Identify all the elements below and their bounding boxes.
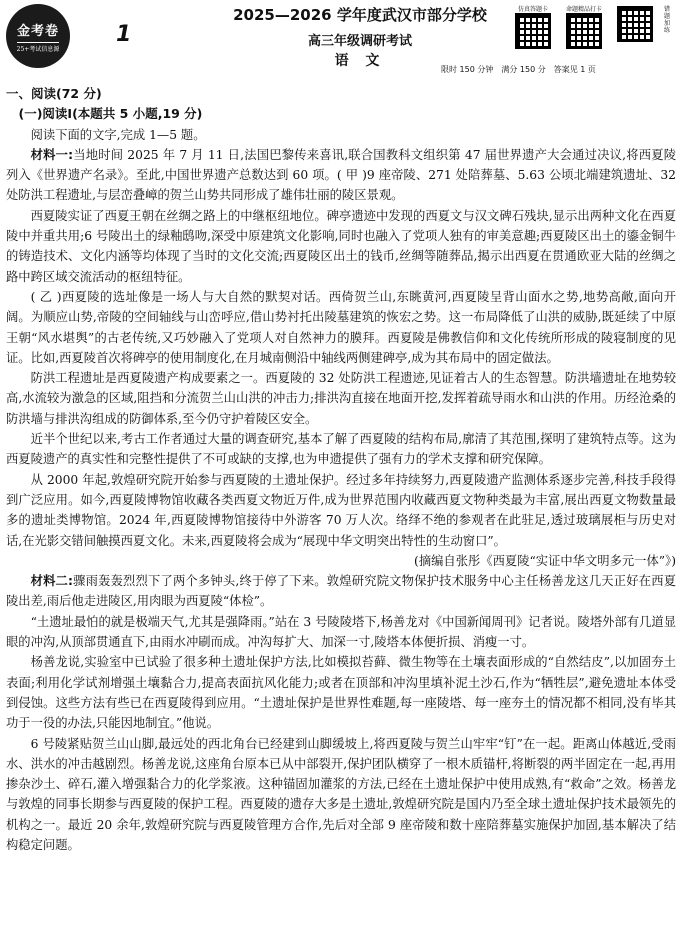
material-2-label: 材料二: (30, 574, 73, 589)
qr-label: 仿真答题卡 (517, 6, 548, 13)
qr-code-icon (617, 6, 653, 42)
qr-label: 错题加练 (663, 6, 670, 34)
full-score: 满分 150 分 (501, 65, 546, 74)
qr-code-answer-sheet[interactable] (508, 6, 558, 52)
exam-title: 2025—2026 学年度武汉市部分学校 (233, 6, 487, 24)
material-1-paragraph: ( 乙 )西夏陵的选址像是一场人与大自然的默契对话。西倚贺兰山,东眺黄河,西夏陵呈背山面水之势,地势高敞,面向开阔。为顺应山势,帝陵的空间轴线与山峦呼应,借山势衬托出陵墓建筑的恢宏之势。这一布局降低了山洪的威胁,既延续了中原王朝“风水堪舆”的古老传统,又巧妙融入了党项人对自然神力的膜拜。西夏陵是佛教信仰和文化传统所形成的陵寝制度的见证。比如,西夏陵首次将碑亭的使用制度化,在月城南侧沿中轴线两侧建碑亭,成为其布局中的固定做法。 (6, 289, 676, 365)
paragraph-text: 当地时间 2025 年 7 月 11 日,法国巴黎传来喜讯,联合国教科文组织第 47 届世界遗产大会通过决议,将西夏陵列入《世界遗产名录》。至此,中国世界遗产总数达到 60 项。( 甲 )9 座帝陵、271 处陪葬墓、5.63 公顷北端建筑遗址、32 处防洪工程遗址,与层峦叠嶂的贺兰山势共同形成了雄伟壮丽的陵区景观。 (6, 147, 676, 203)
material-2-paragraph (6, 571, 676, 612)
qr-label: 命题精品打卡 (565, 6, 602, 13)
exam-header (0, 0, 683, 76)
instruction: 阅读下面的文字,完成 1—5 题。 (30, 127, 206, 142)
page-number: 1 (116, 22, 132, 47)
exam-name: 高三年级调研考试 (307, 34, 412, 49)
material-2-paragraph: 杨善龙说,实验室中已试验了很多种土遗址保护方法,比如模拟苔藓、微生物等在土壤表面形成的“自然结皮”,以加固夯土表面;利用化学试剂增强土壤黏合力,提高表面抗风化能力;或者在顶部和冲沟里填补泥土沙石,作为“牺牲层”,避免遗址本体受到侵蚀。这些方法有些已在西夏陵得到应用。“土遗址保护是世界性难题,每一座陵塔、每一座夯土的情况都不相同,没有毕其功于一役的办法,只能因地制宜。”他说。 (6, 655, 676, 731)
exam-content (6, 84, 676, 855)
exam-meta (441, 64, 671, 75)
qr-code-icon (515, 13, 551, 49)
material-1-paragraph (6, 145, 676, 206)
material-1-source: (摘编自张彤《西夏陵“实证中华文明多元一体”》) (414, 553, 676, 568)
subsection-heading: (一)阅读Ⅰ(本题共 5 小题,19 分) (18, 106, 203, 122)
qr-code-icon (566, 13, 602, 49)
publisher-logo (6, 4, 70, 68)
answer-note: 答案见 1 页 (553, 65, 596, 74)
qr-code-checkin[interactable] (559, 6, 609, 52)
material-1-label: 材料一: (30, 147, 74, 162)
material-1-paragraph: 防洪工程遗址是西夏陵遗产构成要素之一。西夏陵的 32 处防洪工程遗迹,见证着古人的生态智慧。防洪墙遗址在地势较高,水流较为激急的区域,阻挡和分流贺兰山山洪的冲击力;排洪沟直接在地面开挖,发挥着疏导雨水和山洪的作用。历经沧桑的防洪墙与排洪沟组成的防御体系,至今仍守护着陵区安全。 (6, 371, 676, 426)
time-limit: 限时 150 分钟 (441, 65, 494, 74)
material-1-paragraph: 近半个世纪以来,考古工作者通过大量的调查研究,基本了解了西夏陵的结构布局,廓清了其范围,探明了建筑特点等。这为西夏陵遗产的真实性和完整性提供了不可或缺的支撑,也为申遗提供了强有力的学术支撑和研究保障。 (6, 432, 676, 467)
logo-brand: 金考卷 (16, 23, 59, 39)
qr-code-practice[interactable] (610, 6, 670, 52)
subject-name: 语 文 (334, 53, 386, 69)
material-1-paragraph: 从 2000 年起,敦煌研究院开始参与西夏陵的土遗址保护。经过多年持续努力,西夏陵遗产监测体系逐步完善,科技手段得到广泛应用。如今,西夏陵博物馆收藏各类西夏文物近万件,成为世界范围内收藏西夏文物种类最为丰富,展出西夏文物数量最多的遗址类博物馆。2024 年,西夏陵博物馆接待中外游客 70 万人次。络绎不绝的参观者在此驻足,透过玻璃展柜与历史对话,在光影交错间触摸西夏文化。未来,西夏陵将会成为“展现中华文明突出特性的生动窗口”。 (6, 472, 676, 548)
paragraph-text: 骤雨轰轰烈烈下了两个多钟头,终于停了下来。敦煌研究院文物保护技术服务中心主任杨善龙这几天正好在西夏陵出差,雨后他走进陵区,用肉眼为西夏陵“体检”。 (6, 574, 676, 609)
material-2-paragraph: “土遗址最怕的就是极端天气,尤其是强降雨。”站在 3 号陵陵塔下,杨善龙对《中国新闻周刊》记者说。陵塔外部有几道显眼的冲沟,从顶部贯通直下,由雨水冲刷而成。冲沟每扩大、加深一寸,陵塔本体便折损、消瘦一寸。 (6, 614, 676, 650)
material-2-paragraph: 6 号陵紧贴贺兰山山脚,最远处的西北角台已经建到山脚缓坡上,将西夏陵与贺兰山牢牢“钉”在一起。距离山体越近,受雨水、洪水的冲击越剧烈。杨善龙说,这座角台原本已从中部裂开,保护团队横穿了一根木质锚杆,将断裂的两半固定在一起,再用掺杂沙土、碎石,灌入增强黏合力的化学浆液。这种锚固加灌浆的方法,已经在土遗址保护中使用成熟,有“救命”之效。杨善龙与敦煌的同事长期参与西夏陵的保护工程。西夏陵的遗存大多是土遗址,敦煌研究院是国内乃至全球土遗址保护技术最领先的机构之一。最近 20 余年,敦煌研究院与西夏陵管理方合作,先后对全部 9 座帝陵和数十座陪葬墓实施保护加固,基本解决了结构稳定问题。 (6, 736, 676, 852)
section-heading: 一、阅读(72 分) (6, 86, 102, 101)
logo-subtitle: 25+考试信息源 (17, 42, 60, 53)
material-1-paragraph: 西夏陵实证了西夏王朝在丝绸之路上的中继枢纽地位。碑亭遗迹中发现的西夏文与汉文碑石残块,显示出两种文化在西夏陵中并重共用;6 号陵出土的绿釉鸱吻,深受中原建筑文化影响,同时也融入了党项人独有的审美意趣;西夏陵区出土的鎏金铜牛的铸造技术、文化内涵等均体现了当时的文化交流;西夏陵区出土的钱币,丝绸等随葬品,揭示出西夏在贯通欧亚大陆的丝绸之路中跨区域交流活动的枢纽特征。 (6, 208, 676, 284)
